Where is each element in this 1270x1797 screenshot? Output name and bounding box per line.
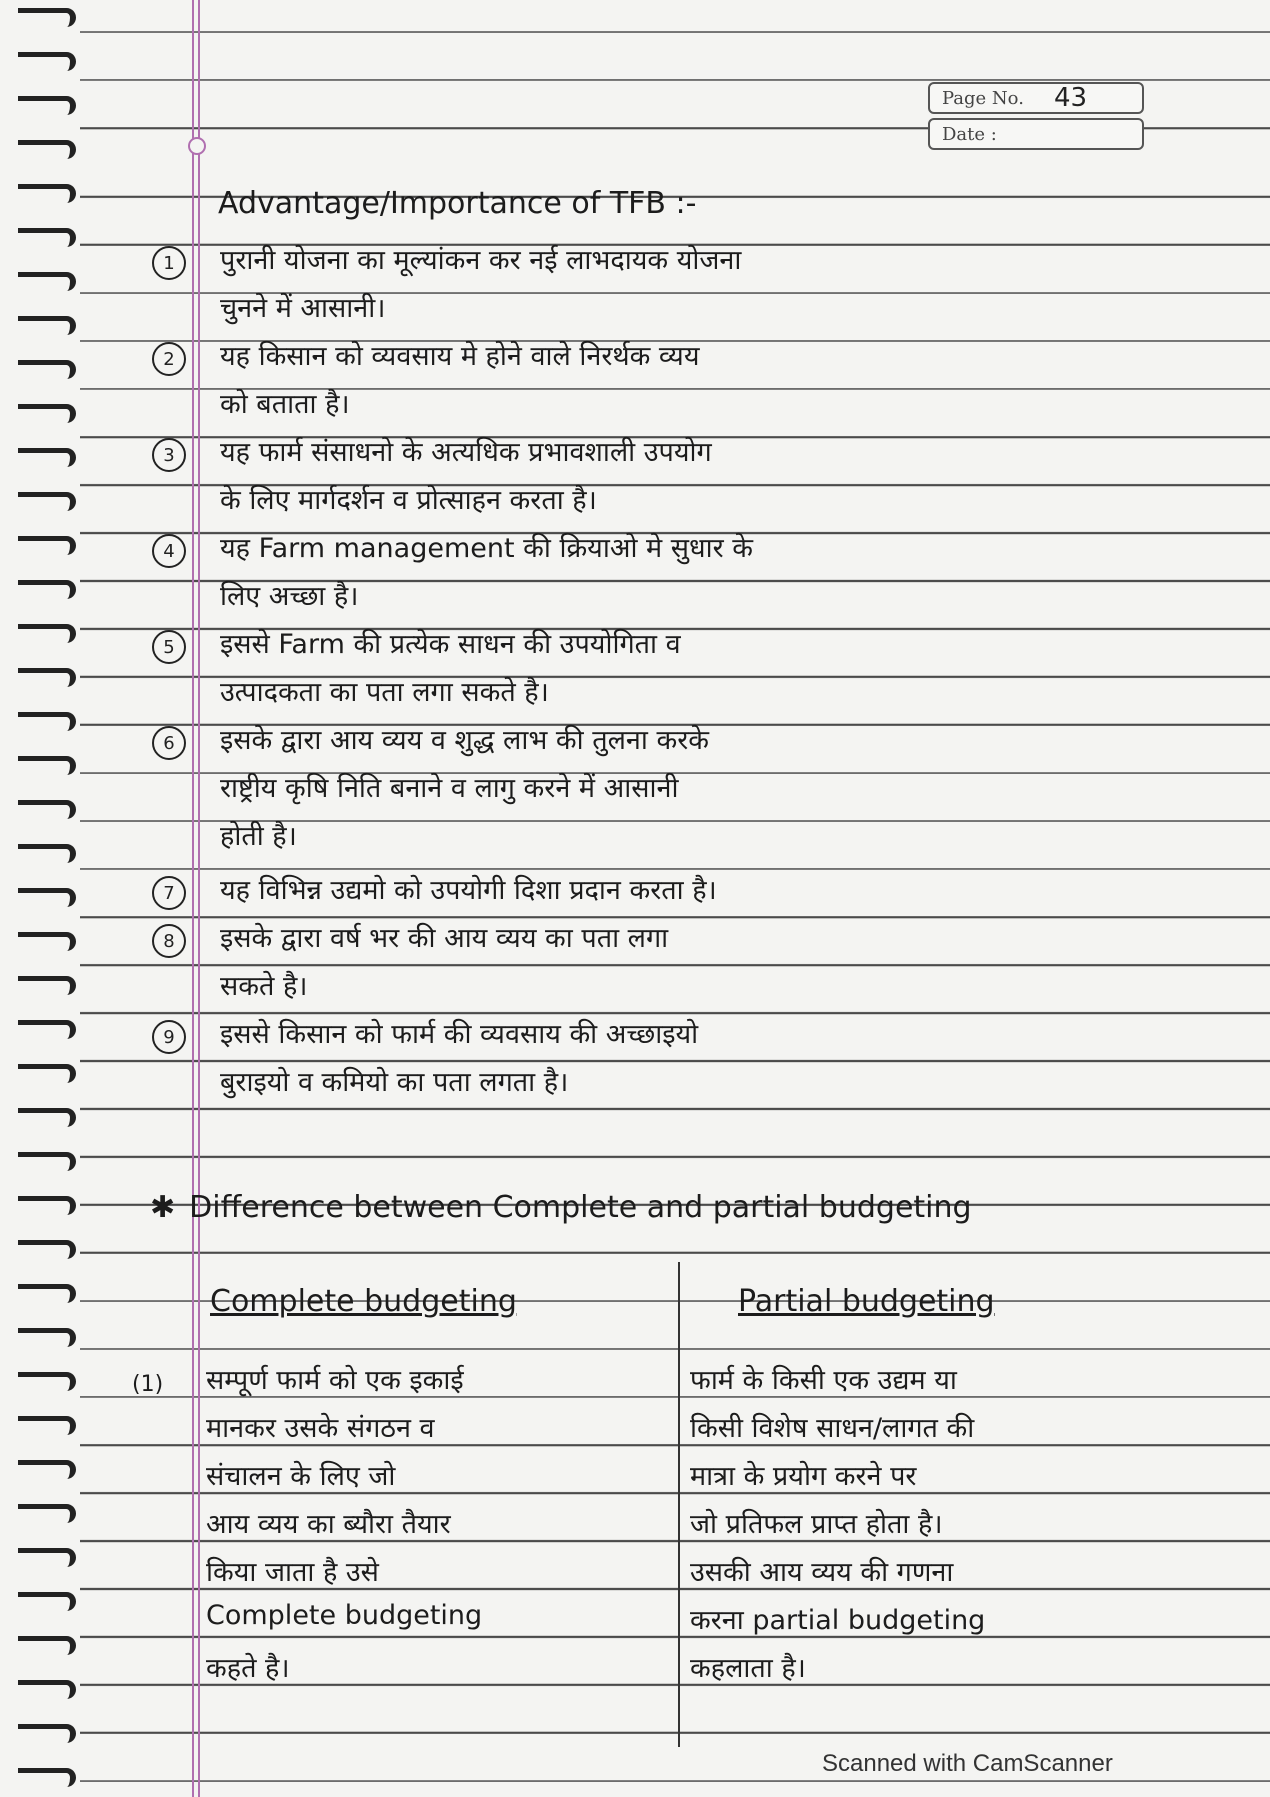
spiral-ring	[18, 1592, 76, 1611]
date-label: Date :	[942, 123, 997, 145]
spiral-ring	[18, 184, 76, 203]
spiral-binding	[0, 0, 80, 1797]
section-title-difference	[150, 1190, 972, 1225]
item-text-line: को बताता है।	[220, 389, 350, 420]
partial-budgeting-line: उसकी आय व्यय की गणना	[690, 1557, 954, 1588]
spiral-ring	[18, 1020, 76, 1039]
partial-budgeting-line: फार्म के किसी एक उद्यम या	[690, 1365, 957, 1396]
spiral-ring	[18, 1548, 76, 1567]
item-text-line: उत्पादकता का पता लगा सकते है।	[220, 677, 549, 708]
partial-budgeting-line: करना partial budgeting	[690, 1605, 986, 1636]
item-text-line: के लिए मार्गदर्शन व प्रोत्साहन करता है।	[220, 485, 597, 516]
item-text-line: सकते है।	[220, 971, 308, 1002]
spiral-ring	[18, 1240, 76, 1259]
item-text-line: लिए अच्छा है।	[220, 581, 359, 612]
spiral-ring	[18, 844, 76, 863]
spiral-ring	[18, 536, 76, 555]
spiral-ring	[18, 800, 76, 819]
section-title-advantages: Advantage/Importance of TFB :-	[218, 186, 697, 221]
spiral-ring	[18, 932, 76, 951]
spiral-ring	[18, 976, 76, 995]
spiral-ring	[18, 52, 76, 71]
item-text-line: इसके द्वारा वर्ष भर की आय व्यय का पता लगा	[220, 923, 669, 954]
spiral-ring	[18, 1064, 76, 1083]
spiral-ring	[18, 8, 76, 27]
spiral-ring	[18, 1196, 76, 1215]
spiral-ring	[18, 1724, 76, 1743]
item-text-line: राष्ट्रीय कृषि निति बनाने व लागु करने में आसानी	[220, 773, 679, 804]
star-icon: ✱	[150, 1190, 176, 1225]
spiral-ring	[18, 1372, 76, 1391]
partial-budgeting-line: किसी विशेष साधन/लागत की	[690, 1413, 975, 1444]
row-number: (1)	[132, 1372, 164, 1397]
item-text-line: इसके द्वारा आय व्यय व शुद्ध लाभ की तुलना करके	[220, 725, 709, 756]
item-number: 4	[152, 534, 186, 568]
margin-line	[192, 0, 200, 1797]
spiral-ring	[18, 888, 76, 907]
item-text-line: यह फार्म संसाधनो के अत्यधिक प्रभावशाली उपयोग	[220, 437, 712, 468]
item-text-line: इससे Farm की प्रत्येक साधन की उपयोगिता व	[220, 629, 681, 660]
date-box	[928, 118, 1144, 150]
item-number: 3	[152, 438, 186, 472]
spiral-ring	[18, 1108, 76, 1127]
spiral-ring	[18, 448, 76, 467]
spiral-ring	[18, 316, 76, 335]
complete-budgeting-line: Complete budgeting	[206, 1600, 483, 1631]
complete-budgeting-line: मानकर उसके संगठन व	[206, 1413, 435, 1444]
spiral-ring	[18, 712, 76, 731]
spiral-ring	[18, 1328, 76, 1347]
partial-budgeting-line: जो प्रतिफल प्राप्त होता है।	[690, 1509, 943, 1540]
spiral-ring	[18, 1680, 76, 1699]
spiral-ring	[18, 492, 76, 511]
margin-dot	[188, 137, 206, 155]
spiral-ring	[18, 96, 76, 115]
complete-budgeting-line: सम्पूर्ण फार्म को एक इकाई	[206, 1365, 464, 1396]
spiral-ring	[18, 360, 76, 379]
scanner-watermark: Scanned with CamScanner	[822, 1750, 1113, 1777]
spiral-ring	[18, 1460, 76, 1479]
item-number: 5	[152, 630, 186, 664]
item-number: 1	[152, 246, 186, 280]
item-number: 6	[152, 726, 186, 760]
difference-title-text: Difference between Complete and partial budgeting	[189, 1190, 972, 1225]
page-number-value: 43	[1053, 83, 1088, 113]
item-number: 8	[152, 924, 186, 958]
item-text-line: होती है।	[220, 821, 297, 852]
partial-budgeting-line: मात्रा के प्रयोग करने पर	[690, 1461, 917, 1492]
item-number: 2	[152, 342, 186, 376]
spiral-ring	[18, 228, 76, 247]
spiral-ring	[18, 624, 76, 643]
spiral-ring	[18, 140, 76, 159]
complete-budgeting-line: किया जाता है उसे	[206, 1557, 379, 1588]
spiral-ring	[18, 756, 76, 775]
spiral-ring	[18, 580, 76, 599]
column-separator	[678, 1262, 680, 1747]
spiral-ring	[18, 668, 76, 687]
item-text-line: यह विभिन्न उद्यमो को उपयोगी दिशा प्रदान करता है।	[220, 875, 717, 906]
complete-budgeting-line: संचालन के लिए जो	[206, 1461, 396, 1492]
spiral-ring	[18, 404, 76, 423]
spiral-ring	[18, 1768, 76, 1787]
spiral-ring	[18, 1284, 76, 1303]
item-number: 9	[152, 1020, 186, 1054]
complete-budgeting-line: कहते है।	[206, 1653, 290, 1684]
page-number-box	[928, 82, 1144, 114]
complete-budgeting-line: आय व्यय का ब्यौरा तैयार	[206, 1509, 451, 1540]
spiral-ring	[18, 1152, 76, 1171]
item-text-line: यह Farm management की क्रियाओ मे सुधार के	[220, 533, 753, 564]
item-text-line: चुनने में आसानी।	[220, 293, 386, 324]
page-number-label: Page No.	[942, 87, 1024, 109]
spiral-ring	[18, 1636, 76, 1655]
spiral-ring	[18, 272, 76, 291]
partial-budgeting-line: कहलाता है।	[690, 1653, 806, 1684]
spiral-ring	[18, 1416, 76, 1435]
partial-budgeting-header: Partial budgeting	[738, 1284, 995, 1319]
spiral-ring	[18, 1504, 76, 1523]
item-text-line: इससे किसान को फार्म की व्यवसाय की अच्छाइयो	[220, 1019, 699, 1050]
complete-budgeting-header: Complete budgeting	[210, 1284, 517, 1319]
item-text-line: बुराइयो व कमियो का पता लगता है।	[220, 1067, 569, 1098]
item-number: 7	[152, 876, 186, 910]
item-text-line: पुरानी योजना का मूल्यांकन कर नई लाभदायक योजना	[220, 245, 742, 276]
item-text-line: यह किसान को व्यवसाय मे होने वाले निरर्थक व्यय	[220, 341, 700, 372]
